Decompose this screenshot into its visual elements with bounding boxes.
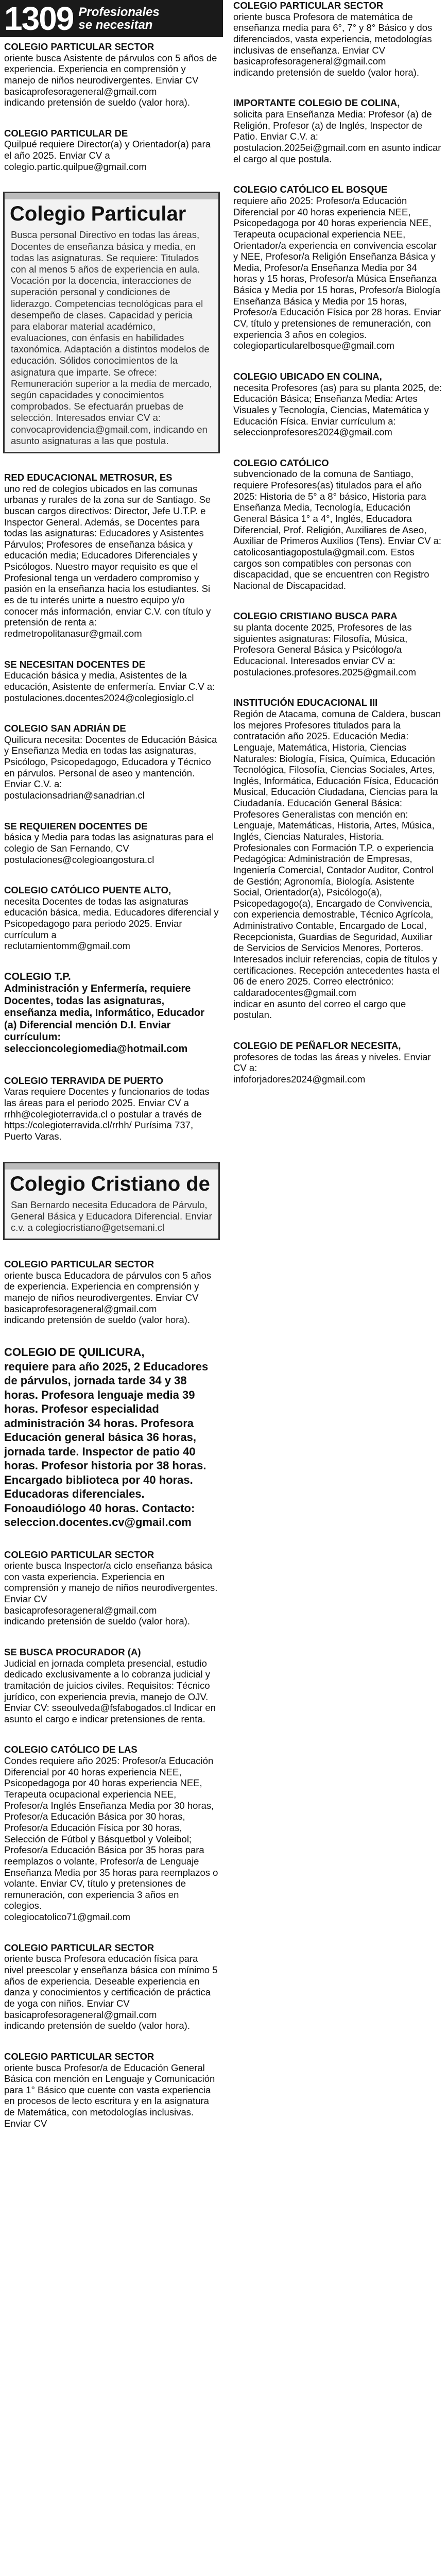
- ad-heading: COLEGIO CATÓLICO DE LAS: [4, 1744, 137, 1755]
- box-title: Colegio Cristiano de: [10, 1172, 210, 1195]
- ad-tail: indicando pretensión de sueldo (valor hora).: [233, 66, 419, 78]
- ad-email[interactable]: caldaradocentes@gmail.com: [233, 987, 356, 998]
- ad-body: Judicial en jornada completa presencial, estudio dedicado exclusivamente a lo cobranza judicial y tramitación de juicios civiles. Requisitos: Técnico jurídico, con experiencia previa, manejo de OJV. Enviar CV: sseoulveda@fsfabogados.cl Indicar en asunto el cargo e indicar pretensiones de renta.: [4, 1657, 216, 1724]
- classified-ad: [0, 1647, 223, 1724]
- ad-body: solicita para Enseñanza Media: Profesor (a) de Religión, Profesor (a) de Inglés, Inspector de Patio. Enviar C.V. a: postulacion.2025ei@gmail.com en asunto indicar el cargo al que postula.: [233, 109, 441, 164]
- classified-ad: [229, 97, 446, 164]
- section-title: Profesionales se necesitan: [78, 5, 160, 32]
- ad-email[interactable]: basicaprofesorageneral@gmail.com: [4, 2009, 157, 2020]
- classified-ad: [0, 1549, 223, 1627]
- ad-body: necesita Docentes de todas las asignaturas educación básica, media. Educadores diferencial y Psicopedagogo para periodo 2025. Enviar currículum a: [4, 895, 219, 940]
- ad-body: básica y Media para todas las asignaturas para el colegio de San Fernando, CV: [4, 832, 214, 854]
- classified-ad: [0, 821, 223, 866]
- ad-heading: COLEGIO CATÓLICO: [233, 457, 329, 468]
- ad-heading: SE REQUIEREN DOCENTES DE: [4, 820, 148, 832]
- classified-ad: [0, 971, 223, 1056]
- classified-ad: [0, 1345, 223, 1530]
- ad-heading: COLEGIO T.P.: [4, 971, 71, 983]
- ad-email[interactable]: infoforjadores2024@gmail.com: [233, 1073, 366, 1084]
- ad-heading: COLEGIO PARTICULAR DE: [4, 127, 128, 139]
- ad-email[interactable]: colegiocatolico71@gmail.com: [4, 1911, 131, 1923]
- ad-heading: COLEGIO DE PEÑAFLOR NECESITA,: [233, 1040, 401, 1051]
- section-masthead: [0, 0, 223, 37]
- box-body: San Bernardo necesita Educadora de Párvulo, General Básica y Educadora Diferencial. Enviar c.v. a colegiocristiano@getsemani.cl: [11, 1199, 212, 1233]
- box-title: Colegio Particular: [10, 202, 186, 226]
- ad-email[interactable]: colegioparticularelbosque@gmail.com: [233, 340, 394, 351]
- ad-heading: COLEGIO UBICADO EN COLINA,: [233, 370, 382, 382]
- ad-body: Condes requiere año 2025: Profesor/a Educación Diferencial por 40 horas experiencia NEE, Psicopedagoga por 40 horas experiencia NEE, Terapeuta ocupacional experiencia NEE, Profesor/a Inglés Enseñanza Media por 30 horas, Profesor/a Educación Básica por 30 horas, Profesor/a Educación Física por 30 horas, Selección de Fútbol y Básquetbol y Voleibol; Profesor/a Educación Básica por 35 horas para reemplazos o volante, Profesor/a de Lenguaje Enseñanza Media por 35 horas para reemplazos o volante. Enviar CV, título y pretensiones de remuneración, con experiencia 3 años en colegios.: [4, 1755, 218, 1911]
- ad-heading: RED EDUCACIONAL METROSUR, ES: [4, 471, 173, 483]
- ad-heading: COLEGIO PARTICULAR SECTOR: [4, 1259, 154, 1270]
- ad-body: profesores de todas las áreas y niveles. Enviar CV a:: [233, 1051, 431, 1074]
- ad-body: requiere año 2025: Profesor/a Educación Diferencial por 40 horas experiencia NEE, Psicopedagoga por 40 horas experiencia NEE, Terapeuta ocupacional experiencia NEE, Orientador/a experiencia en convivencia escolar y NEE, Profesor/a Religión Enseñanza Básica y Media, Profesor/a Enseñanza Media por 34 horas y 15 horas, Profesor/a Música Enseñanza Básica y Media por 15 horas, Profesor/a Biología Enseñanza Básica y Media por 15 horas, Profesor/a Educación Física por 28 horas. Enviar CV, título y pretensiones de remuneración, con experiencia 3 años en colegios.: [233, 195, 441, 340]
- ad-body: oriente busca Educadora de párvulos con 5 años de experiencia. Experiencia en comprensión y manejo de niños neurodivergentes. Enviar CV: [4, 1269, 212, 1303]
- ad-tail: indicar en asunto del correo el cargo que postulan.: [233, 998, 406, 1021]
- ad-tail: indicando pretensión de sueldo (valor hora).: [4, 1616, 190, 1627]
- ad-body: oriente busca Asistente de párvulos con 5 años de experiencia. Experiencia en comprensión y manejo de niños neurodivergentes. Enviar CV: [4, 52, 217, 86]
- ad-heading: INSTITUCIÓN EDUCACIONAL III: [233, 697, 378, 708]
- ad-heading: COLEGIO TERRAVIDA DE PUERTO: [4, 1075, 164, 1086]
- ad-heading: COLEGIO CATÓLICO PUENTE ALTO,: [4, 885, 171, 896]
- ad-body: oriente busca Profesora de matemática de enseñanza media para 6°, 7° y 8° Básico y dos diferenciados, vasta experiencia, metodologías inclusivas de enseñanza. Enviar CV: [233, 11, 433, 56]
- ad-email[interactable]: basicaprofesorageneral@gmail.com: [233, 56, 386, 67]
- ad-email[interactable]: seleccion.docentes.cv@gmail.com: [4, 1516, 192, 1529]
- right-column: [229, 0, 446, 1104]
- classified-ad: [229, 184, 446, 351]
- ad-heading: COLEGIO SAN ADRIÁN DE: [4, 723, 126, 734]
- classified-ad: [0, 1259, 223, 1326]
- classified-ad: [229, 371, 446, 438]
- classified-ad: [229, 457, 446, 591]
- ad-body: uno red de colegios ubicados en las comunas urbanas y rurales de la zona sur de Santiago. Se buscan cargos directivos: Director, Jefe U.T.P. e Inspector General. Además, se Docentes para todas las asignaturas: Educadores y Asistentes Párvulos; Profesores de enseñanza básica y educación media; Educadores Diferenciales y Psicólogos. Nuestro mayor requisito es que el Profesional tenga un verdadero compromiso y pasión en la enseñanza hacia los estudiantes. Si es de tu interés unirte a nuestro equipo y/o conocer más información, enviar C.V. con título y pretensión de renta a:: [4, 483, 211, 628]
- classified-ad: [0, 1744, 223, 1922]
- ad-email[interactable]: seleccioncolegiomedia@hotmail.com: [4, 1043, 188, 1055]
- ad-body: Quilpué requiere Director(a) y Orientador(a) para el año 2025. Enviar CV a colegio.partic.quilpue@gmail.com: [4, 139, 211, 172]
- ad-body: Administración y Enfermería, requiere Docentes, todas las asignaturas, enseñanza media, Informático, Educador (a) Diferencial mención D.I. Enviar currículum:: [4, 983, 204, 1043]
- classified-ad: [0, 723, 223, 801]
- classified-ad: [0, 1075, 223, 1142]
- ad-body: Quilicura necesita: Docentes de Educación Básica y Enseñanza Media en todas las asignaturas, Psicólogo, Psicopedagogo, Educadora y Técnico en párvulos. Personal de aseo y mantención. Enviar C.V. a:: [4, 734, 217, 790]
- ad-email[interactable]: seleccionprofesores2024@gmail.com: [233, 427, 392, 438]
- classified-ad: [229, 1040, 446, 1085]
- ad-body: oriente busca Profesor/a de Educación General Básica con mención en Lenguaje y Comunicación para 1° Básico que cuente con vasta experiencia en procesos de lecto escritura y en la asignatura de Matemática, con metodologías inclusivas. Enviar CV: [4, 2062, 215, 2129]
- featured-ad-box: [3, 192, 220, 453]
- classified-ad: [0, 472, 223, 639]
- ad-email[interactable]: redmetropolitanasur@gmail.com: [4, 628, 142, 639]
- classified-ad: [0, 1942, 223, 2031]
- ad-email[interactable]: basicaprofesorageneral@gmail.com: [4, 1604, 157, 1616]
- ad-body: Varas requiere Docentes y funcionarios de todas las áreas para el periodo 2025. Enviar CV a rrhh@colegioterravida.cl o postular a través de https://colegioterravida.cl/rrhh/ Purísima 737, Puerto Varas.: [4, 1086, 210, 1142]
- ad-email[interactable]: postulaciones.docentes2024@colegiosiglo.cl: [4, 692, 194, 703]
- classified-ad: [0, 2051, 223, 2129]
- ad-email[interactable]: postulaciones.profesores.2025@gmail.com: [233, 666, 417, 677]
- ad-email[interactable]: basicaprofesorageneral@gmail.com: [4, 1303, 157, 1314]
- box-body: Busca personal Directivo en todas las áreas, Docentes de enseñanza básica y media, en todas las asignaturas. Se requiere: Titulados con al menos 5 años de experiencia en aula. Vocación por la docencia, interacciones de superación personal y condiciones de liderazgo. Competencias tecnológicas para el desempeño de clases. Capacidad y pericia para elaborar material académico, evaluaciones, con énfasis en habilidades taxonómica. Adaptación a distintos modelos de educación. Sólidos conocimientos de la asignatura que imparte. Se ofrece: Remuneración superior a la media de mercado, según capacidades y conocimientos comprobados. Se efectuarán pruebas de selección. Interesados enviar CV a: convocaprovidencia@gmail.com, indicando en asunto asignaturas a las que postula.: [11, 229, 212, 446]
- ad-body: necesita Profesores (as) para su planta 2025, de: Educación Básica; Enseñanza Media: Artes Visuales y Tecnología, Ciencias, Matemática y Educación Física. Enviar currículum a:: [233, 382, 442, 427]
- ad-heading: COLEGIO PARTICULAR SECTOR: [233, 0, 384, 11]
- ad-body: requiere para año 2025, 2 Educadores de párvulos, jornada tarde 34 y 38 horas. Profesora lenguaje media 39 horas. Profesor especialidad administración 34 horas. Profesora Educación general básica 36 horas, jornada tarde. Inspector de patio 40 horas. Profesor historia por 38 horas. Encargado biblioteca por 40 horas. Educadoras diferenciales. Fonoaudiólogo 40 horas. Contacto:: [4, 1360, 209, 1515]
- ad-heading: COLEGIO PARTICULAR SECTOR: [4, 41, 154, 52]
- ad-heading: SE BUSCA PROCURADOR (A): [4, 1647, 141, 1657]
- ad-body: Región de Atacama, comuna de Caldera, buscan los mejores Profesores titulados para la contratación año 2025. Educación Media: Lenguaje, Matemática, Historia, Ciencias Naturales: Biología, Física, Química, Educación Tecnológica, Filosofía, Ciencias Sociales, Artes, Inglés, Informática, Educación Física, Educación Musical, Educación Ciudadana, Ciencias para la Ciudadanía. Educación General Básica: Profesores Generalistas con mención en: Lenguaje, Matemáticas, Historia, Artes, Música, Inglés, Ciencias Naturales, Historia. Profesionales con Formación T.P. o experiencia Pedagógica: Administración de Empresas, Ingeniería Comercial, Contador Auditor, Control de Gestión; Agronomía, Biología. Asistente Social, Orientador(a), Psicólogo(a), Psicopedagogo(a), Encargado de Convivencia, con experiencia demostrable, Técnico Agrícola, Administrativo Contable, Encargado de Local, Recepcionista, Guardias de Seguridad, Auxiliar de Servicios de Servicios Menores, Porteros. Interesados incluir referencias, copia de títulos y certificaciones. Recepción antecedentes hasta el 06 de enero 2025. Correo electrónico:: [233, 708, 441, 987]
- section-code: 1309: [4, 0, 74, 37]
- ad-email[interactable]: postulaciones@colegioangostura.cl: [4, 854, 154, 865]
- ad-body: oriente busca Inspector/a ciclo enseñanza básica con vasta experiencia. Experiencia en comprensión y manejo de niños neurodivergentes. Enviar CV: [4, 1560, 218, 1605]
- ad-tail: indicando pretensión de sueldo (valor hora).: [4, 1314, 190, 1326]
- ad-body: subvencionado de la comuna de Santiago, requiere Profesores(as) titulados para el año 2025: Historia de 5° a 8° básico, Historia para Enseñanza Media, Tecnología, Educación General Básica 1° a 4°, Inglés, Educadora Diferencial, Prof. Religión, Auxiliares de Aseo, Auxiliar de Primeros Auxilios (Tens). Enviar CV a: catolicosantiagopostula@gmail.com. Estos cargos son compatibles con personas con discapacidad, que se encuentren con Registro Nacional de Discapacidad.: [233, 468, 442, 591]
- ad-heading: SE NECESITAN DOCENTES DE: [4, 658, 146, 670]
- ad-email[interactable]: reclutamientomm@gmail.com: [4, 940, 130, 952]
- ad-heading: IMPORTANTE COLEGIO DE COLINA,: [233, 97, 400, 109]
- classified-ad: [229, 611, 446, 677]
- ad-body: oriente busca Profesora educación física para nivel preescolar y enseñanza básica con mínimo 5 años de experiencia. Deseable experiencia en danza y conocimientos y certificación de práctica de yoga con niños. Enviar CV: [4, 1953, 218, 2009]
- ad-heading: COLEGIO PARTICULAR SECTOR: [4, 1942, 154, 1953]
- left-column: [0, 0, 223, 2129]
- classified-ad: [0, 41, 223, 108]
- ad-email[interactable]: basicaprofesorageneral@gmail.com: [4, 86, 157, 97]
- ad-heading: COLEGIO DE QUILICURA,: [4, 1346, 145, 1359]
- classified-ad: [229, 697, 446, 1021]
- ad-body: Educación básica y media, Asistentes de la educación, Asistente de enfermería. Enviar C.V a:: [4, 670, 215, 692]
- box-top-bar: [5, 193, 218, 199]
- ad-heading: COLEGIO CRISTIANO BUSCA PARA: [233, 611, 398, 622]
- classified-ad: [0, 128, 223, 173]
- ad-email[interactable]: postulacionsadrian@sanadrian.cl: [4, 789, 145, 801]
- classified-ad: [0, 659, 223, 704]
- ad-tail: indicando pretensión de sueldo (valor hora).: [4, 97, 190, 108]
- classified-ad: [0, 885, 223, 952]
- ad-heading: COLEGIO PARTICULAR SECTOR: [4, 2050, 154, 2062]
- featured-ad-box: [3, 1162, 220, 1241]
- ad-heading: COLEGIO PARTICULAR SECTOR: [4, 1549, 154, 1560]
- box-top-bar: [5, 1163, 218, 1170]
- ad-tail: indicando pretensión de sueldo (valor hora).: [4, 2020, 190, 2031]
- classified-ad: [229, 0, 446, 78]
- ad-heading: COLEGIO CATÓLICO EL BOSQUE: [233, 184, 388, 195]
- ad-body: su planta docente 2025, Profesores de las siguientes asignaturas: Filosofía, Música, Profesora General Básica y Psicólogo/a Educacional. Interesados enviar CV a:: [233, 622, 412, 667]
